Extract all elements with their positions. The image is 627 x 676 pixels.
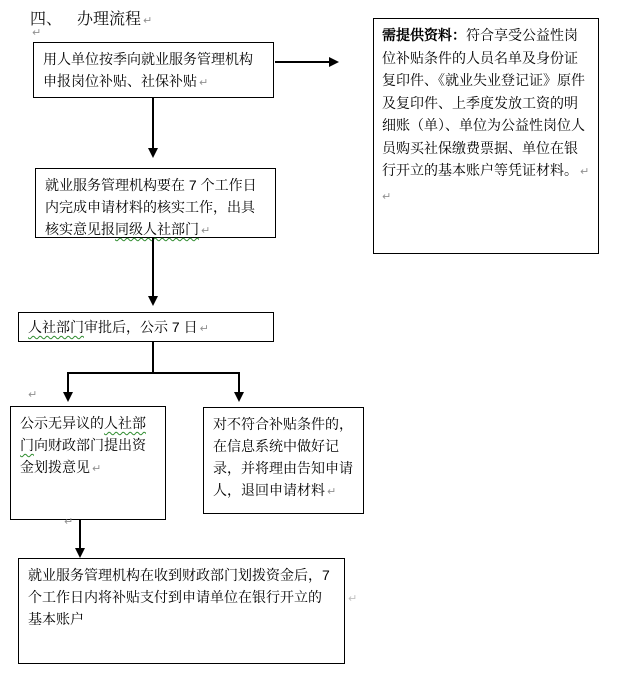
flow-box-apply-text: 用人单位按季向就业服务管理机构申报岗位补贴、社保补贴: [43, 51, 253, 89]
heading-number: 四、: [30, 11, 63, 28]
heading-text: 办理流程: [77, 11, 142, 28]
connector-line: [152, 342, 154, 373]
connector-line: [238, 372, 240, 392]
paragraph-mark-icon: ↵: [28, 389, 38, 401]
flow-box-payment[interactable]: [18, 558, 345, 664]
flow-box-verification-text: 就业服务管理机构要在 7 个工作日内完成申请材料的核实工作，出具核实意见报: [45, 177, 257, 237]
connector-line: [67, 372, 240, 374]
required-documents-paragraph: [382, 24, 590, 182]
connector-line: [275, 61, 329, 63]
paragraph-mark-icon: ↵: [382, 190, 392, 203]
paragraph-mark-icon: ↵: [32, 27, 42, 39]
flow-box-funds-request-pre: 公示无异议的: [20, 415, 104, 431]
paragraph-mark-icon: ↵: [143, 15, 153, 27]
connector-line: [67, 372, 69, 392]
flow-box-public-notice-text: 审批后，公示 7 日: [84, 319, 198, 335]
flow-box-payment-text: 就业服务管理机构在收到财政部门划拨资金后，7 个工作日内将补贴支付到申请单位在银行开立的基本账户: [28, 567, 330, 627]
flow-box-funds-request-post: 向财政部门提出资金划拨意见: [20, 437, 146, 475]
arrow-down-icon: [75, 548, 85, 558]
paragraph-mark-icon: ↵: [201, 225, 211, 237]
arrow-down-icon: [63, 392, 73, 402]
flow-box-rejection-text: 对不符合补贴条件的，在信息系统中做好记录，并将理由告知申请人，退回申请材料: [213, 416, 353, 498]
required-documents-body: 符合享受公益性岗位补贴条件的人员名单及身份证复印件、《就业失业登记证》原件及复印件、上季度发放工资的明细账（单）、单位为公益性岗位人员购买社保缴费票据、单位在银行开立的基本账户等凭证材料。: [382, 27, 585, 178]
paragraph-mark-icon: ↵: [199, 77, 209, 89]
grammar-flagged-text: 人社部门: [20, 415, 146, 453]
flow-box-rejection[interactable]: [203, 407, 364, 514]
paragraph-mark-icon: ↵: [580, 166, 590, 178]
flow-box-verification[interactable]: [35, 168, 276, 238]
connector-line: [152, 238, 154, 296]
arrow-down-icon: [148, 148, 158, 158]
paragraph-mark-icon: ↵: [64, 516, 74, 528]
grammar-flagged-text: 同级人社部门: [115, 221, 199, 237]
connector-line: [152, 98, 154, 148]
required-documents-lead: 需提供资料：: [382, 27, 466, 43]
flow-box-apply[interactable]: [33, 42, 274, 98]
paragraph-mark-icon: ↵: [199, 323, 209, 335]
arrow-right-icon: [329, 57, 339, 67]
flow-box-required-documents[interactable]: [373, 18, 599, 254]
flow-box-funds-request[interactable]: [10, 406, 166, 520]
arrow-down-icon: [148, 296, 158, 306]
paragraph-mark-icon: ↵: [348, 593, 358, 605]
section-heading: [30, 6, 152, 29]
connector-line: [79, 520, 81, 548]
grammar-flagged-text: 人社部门: [28, 319, 84, 335]
flow-box-public-notice[interactable]: [18, 312, 274, 342]
paragraph-mark-icon: ↵: [327, 486, 337, 498]
paragraph-mark-icon: ↵: [92, 463, 102, 475]
arrow-down-icon: [234, 392, 244, 402]
